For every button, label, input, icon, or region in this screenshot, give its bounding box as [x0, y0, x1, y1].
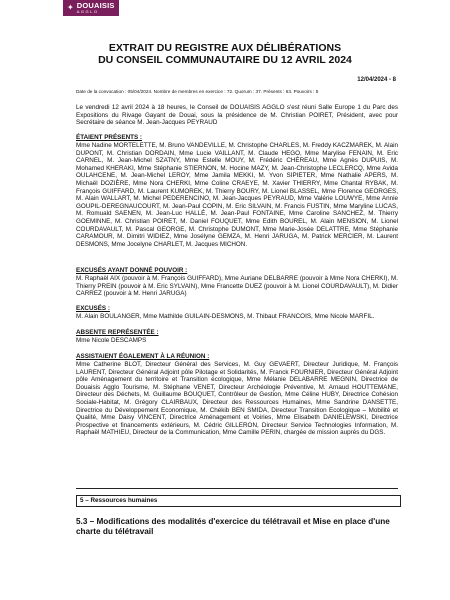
assistaient-list: Mme Catherine BLOT, Directeur Général des Services, M. Guy GEVAERT, Directeur Juridique, M. François LAURENT, Directeur Général Adjoint pôle Pilotage et Solidarités, M. Franck FOURNIER, Directeur Général Adjoint pôle Aménagement du territoire et Transition écologique, Mme Mélanie DELABARRE MEGNIN, Directrice de Douaisis Agglo Tourisme, M. Stéphane VENET, Directeur Archéologie Préventive, M. Arnaud HOUTTEMANE, Directeur des Déchets, M. Guillaume BOUQUET, Contrôleur de Gestion, Mme Céline HUBY, Directrice Cohésion Sociale-Habitat, M. Grégory CLAIRBAUX, Directeur des Ressources Humaines, Mme Sandrine DANSETTE, Directrice du Développement Economique, M. Chékib BEN SMIDA, Directeur Transition Ecologique – Mobilité et Qualité, Mme Daisy VINCENT, Directrice Aménagement et Voiries, Mme Elisabeth DANIELEWSKI, Directrice Prospective et financements extérieurs, M. Cédric GILLERON, Directeur Service Technologies Information, M. Raphaël MATHIEU, Directeur de la Communication, Mme Camille PERIN, chargée de mission auprès du DGS.: [76, 361, 398, 437]
excuses-heading: EXCUSÉS :: [76, 305, 110, 312]
logo-subtitle: AGGLO: [76, 9, 99, 15]
assistaient-heading: ASSISTAIENT ÉGALEMENT À LA RÉUNION :: [76, 353, 210, 360]
absente-heading: ABSENTE REPRÉSENTÉE :: [76, 329, 159, 336]
presents-list: Mme Nadine MORTELETTE, M. Bruno VANDEVILLE, M. Christophe CHARLES, M. Freddy KACZMAREK, M. Alain DUPONT, M. Christian DORDAIN, Mme Lucie VAILLANT, M. Claude HEGO, Mme Marylise FENAIN, M. Eric CARNEL, M. Jean-Michel SZATNY, Mme Estelle MOUY, M. Frédéric CHÉREAU, Mme Agnès DUPUIS, M. Mohamed KHERAKI, Mme Stéphanie STIERNON, M. Hocine MAZY, M. Jean-Christophe LECLERCQ, Mme Avida OULAHCENE, M. Jean-Michel LEROY, Mme Jamila MEKKI, M. Yvon SIPIETER, Mme Nathalie APERS, M. Michaël DOZIÈRE, Mme Nora CHERKI, Mme Coline CRAEYE, M. Xavier THIERRY, Mme Chantal RYBAK, M. François GUIFFARD, M. Laurent KUMOREK, M. Thierry BOURY, M. Lionel BLASSEL, Mme Florence GEORGES, M. Alain WALLART, M. Michel PEDERENCINO, M. Jean-Jacques PEYRAUD, Mme Valérie LOUWYE, Mme Annie GOUPIL-DEREGNAUCOURT, M. Jean-Paul COPIN, M. Eric SILVAIN, M. Francis FUSTIN, Mme Maryline LUCAS, M. Romuald SAENEN, M. Jean-Luc HALLÉ, M. Jean-Paul FONTAINE, Mme Caroline SANCHEZ, M. Thierry GOEMINNE, M. Christian POIRET, M. Daniel FOUQUET, Mme Edith BOUREL, M. Alain MENSION, M. Lionel COURDAVAULT, M. Pascal GEORGE, M. Christophe DUMONT, Mme Marie-Josée DELATTRE, Mme Stéphanie CARAMOUR, M. Dimitri WIDIEZ, Mme Josélyne GEMZA, M. Henri JARUGA, M. Patrick MERCIER, M. Laurent DESMONS, Mme Jocelyne CHARLET, M. Jacques MICHON.: [76, 142, 398, 248]
douaisis-agglo-logo: [63, 0, 119, 16]
absente-list: Mme Nicole DESCAMPS: [76, 337, 147, 344]
pouvoir-list: M. Raphaël AIX (pouvoir à M. François GUIFFARD), Mme Auriane DELBARRE (pouvoir à Mme Nora CHERKI), M. Thierry PREIN (pouvoir à M. Eric SYLVAIN), Mme Francette DUEZ (pouvoir à M. Lionel COURDAVAULT), M. Didier CARREZ (pouvoir à M. Henri JARUGA): [76, 275, 398, 298]
pouvoir-heading: EXCUSÉS AYANT DONNÉ POUVOIR :: [76, 267, 188, 274]
section-heading: 5 – Ressources humaines: [76, 495, 401, 507]
presents-heading: ÉTAIENT PRÉSENTS :: [76, 134, 143, 141]
deliberation-reference: 12/04/2024 - 8: [357, 77, 396, 83]
excuses-list: M. Alain BOULANGER, Mme Mathilde GUILAIN-DESMONS, M. Thibaut FRANCOIS, Mme Nicole MARFIL.: [76, 313, 375, 320]
subsection-title: 5.3 – Modifications des modalités d'exercice du télétravail et Mise en place d'une charte du télétravail: [76, 517, 390, 536]
section-separator: [76, 488, 398, 489]
document-title-line2: DU CONSEIL COMMUNAUTAIRE DU 12 AVRIL 2024: [98, 54, 352, 66]
intro-paragraph: Le vendredi 12 avril 2024 à 18 heures, le Conseil de DOUAISIS AGGLO s'est réuni Salle Europe 1 du Parc des Expositions du Rivage Gayant de Douai, sous la présidence de M. Christian POIRET, Président, avec pour Secrétaire de séance M. Jean-Jacques PEYRAUD: [76, 104, 398, 127]
convocation-meta: Date de la convocation : 05/04/2024. Nombre de membres en exercice : 72. Quorum : 37. Présents : 63. Pouvoirs : 5: [76, 89, 319, 94]
logo-name: DOUAISIS: [76, 0, 115, 10]
document-title-line1: EXTRAIT DU REGISTRE AUX DÉLIBÉRATIONS: [108, 42, 342, 54]
logo-mark-icon: ✦: [67, 3, 74, 12]
